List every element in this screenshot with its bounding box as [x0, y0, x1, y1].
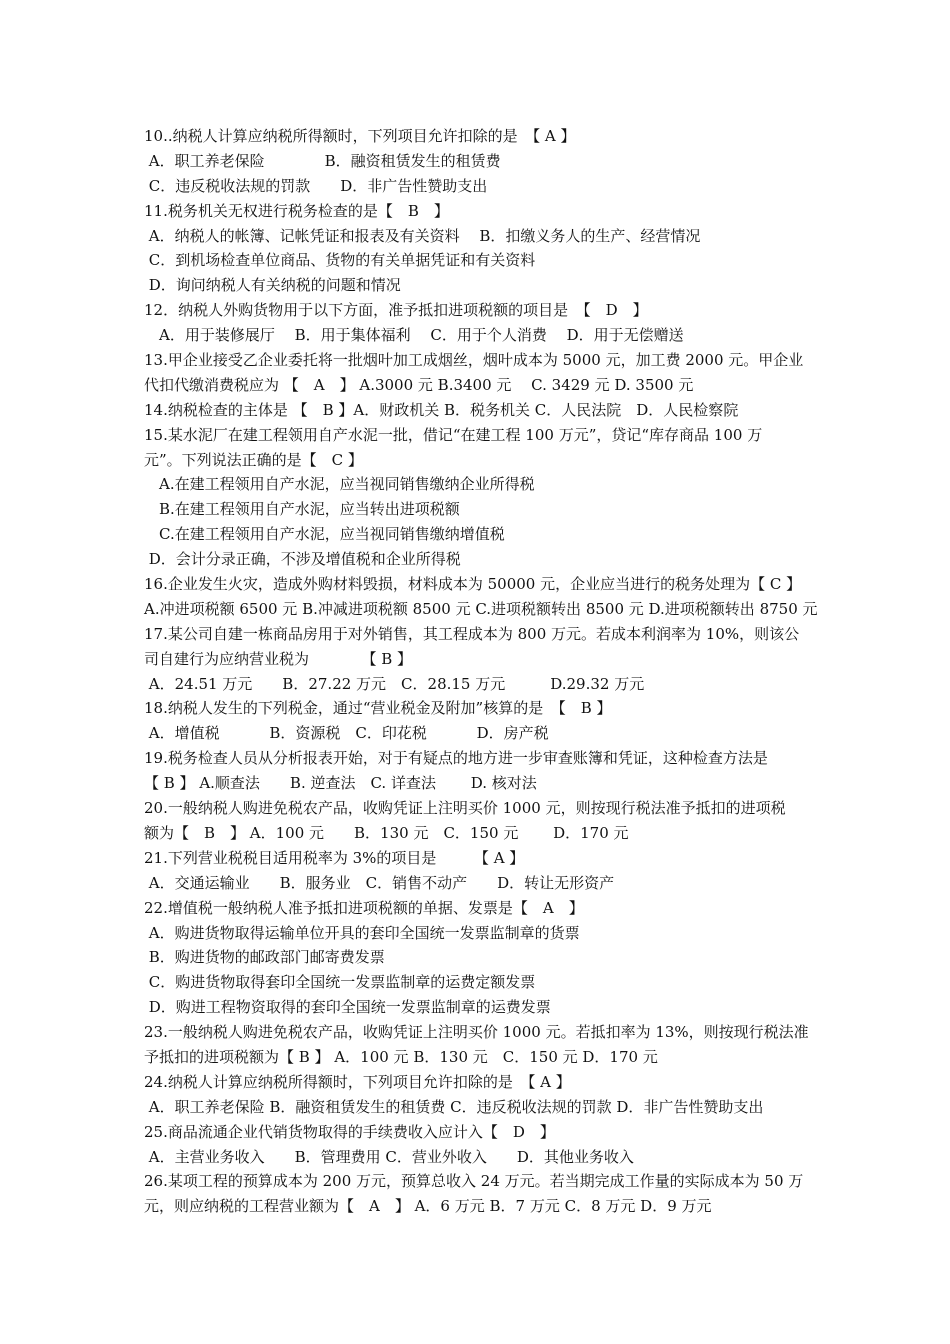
text-line: 10..纳税人计算应纳税所得额时，下列项目允许扣除的是 【 A 】	[144, 127, 576, 145]
text-line: B．购进货物的邮政部门邮寄费发票	[144, 948, 385, 967]
text-line: D．购进工程物资取得的套印全国统一发票监制章的运费发票	[144, 998, 551, 1017]
text-line: 元，则应纳税的工程营业额为【 A 】 A．6 万元 B．7 万元 C．8 万元 D．9 万元	[144, 1197, 712, 1216]
text-line: 11.税务机关无权进行税务检查的是【 B 】	[144, 201, 449, 220]
text-line: A．增值税 B．资源税 C．印花税 D．房产税	[144, 724, 549, 743]
text-line: C．到机场检查单位商品、货物的有关单据凭证和有关资料	[144, 251, 536, 270]
text-line: 18.纳税人发生的下列税金，通过“营业税金及附加”核算的是 【 B 】	[144, 699, 612, 718]
text-line: A.在建工程领用自产水泥，应当视同销售缴纳企业所得税	[144, 475, 535, 494]
text-line: 20.一般纳税人购进免税农产品，收购凭证上注明买价 1000 元，则按现行税法准予抵扣的进项税	[144, 799, 786, 818]
text-line: 24.纳税人计算应纳税所得额时，下列项目允许扣除的是 【 A 】	[144, 1072, 571, 1091]
text-line: A．纳税人的帐簿、记帐凭证和报表及有关资料 B．扣缴义务人的生产、经营情况	[144, 226, 701, 245]
text-line: 22.增值税一般纳税人准予抵扣进项税额的单据、发票是【 A 】	[144, 898, 584, 917]
text-line: 额为【 B 】 A．100 元 B．130 元 C．150 元 D．170 元	[144, 823, 629, 842]
text-line: 予抵扣的进项税额为【 B 】 A．100 元 B．130 元 C．150 元 D．170 元	[144, 1047, 658, 1066]
text-line: 14.纳税检查的主体是 【 B 】A．财政机关 B．税务机关 C．人民法院 D．人民检察院	[144, 400, 739, 419]
text-line: A．交通运输业 B．服务业 C．销售不动产 D．转让无形资产	[144, 873, 615, 892]
text-line: A．职工养老保险 B．融资租赁发生的租赁费	[144, 151, 501, 170]
text-line: 21.下列营业税税目适用税率为 3%的项目是 【 A 】	[144, 848, 525, 867]
text-line: 12．纳税人外购货物用于以下方面，准予抵扣进项税额的项目是 【 D 】	[144, 301, 648, 320]
text-line: D．会计分录正确，不涉及增值税和企业所得税	[144, 550, 461, 569]
text-line: 15.某水泥厂在建工程领用自产水泥一批，借记“在建工程 100 万元”，贷记“库存商品 100 万	[144, 425, 763, 444]
text-line: 25.商品流通企业代销货物取得的手续费收入应计入【 D 】	[144, 1122, 555, 1141]
text-line: C．购进货物取得套印全国统一发票监制章的运费定额发票	[144, 973, 536, 992]
text-line: A．主营业务收入 B．管理费用 C．营业外收入 D．其他业务收入	[144, 1147, 634, 1166]
text-line: A．购进货物取得运输单位开具的套印全国统一发票监制章的货票	[144, 923, 580, 942]
text-line: 代扣代缴消费税应为 【 A 】 A.3000 元 B.3400 元 C. 3429 元 D. 3500 元	[144, 375, 694, 394]
text-line: 司自建行为应纳营业税为 【 B 】	[144, 649, 413, 668]
text-line: 23.一般纳税人购进免税农产品，收购凭证上注明买价 1000 元。若抵扣率为 13%，则按现行税法准	[144, 1023, 809, 1042]
text-line: 13.甲企业接受乙企业委托将一批烟叶加工成烟丝，烟叶成本为 5000 元，加工费 2000 元。甲企业	[144, 351, 804, 370]
text-line: 19.税务检查人员从分析报表开始，对于有疑点的地方进一步审查账簿和凭证，这种检查方法是	[144, 749, 768, 768]
exam-questions-text	[144, 124, 818, 1219]
text-line: 16.企业发生火灾，造成外购材料毁损，材料成本为 50000 元，企业应当进行的税务处理为【 C 】	[144, 575, 802, 594]
text-line: B.在建工程领用自产水泥，应当转出进项税额	[144, 500, 460, 519]
text-line: 26.某项工程的预算成本为 200 万元，预算总收入 24 万元。若当期完成工作量的实际成本为 50 万	[144, 1172, 804, 1191]
text-line: C．违反税收法规的罚款 D．非广告性赞助支出	[144, 176, 488, 195]
text-line: 元”。下列说法正确的是【 C 】	[144, 450, 363, 469]
text-line: A．用于装修展厅 B．用于集体福利 C．用于个人消费 D．用于无偿赠送	[144, 326, 684, 345]
text-line: A．职工养老保险 B．融资租赁发生的租赁费 C．违反税收法规的罚款 D．非广告性赞助支出	[144, 1097, 764, 1116]
text-line: C.在建工程领用自产水泥，应当视同销售缴纳增值税	[144, 525, 505, 544]
text-line: A．24.51 万元 B．27.22 万元 C．28.15 万元 D.29.32 万元	[144, 674, 645, 693]
text-line: D．询问纳税人有关纳税的问题和情况	[144, 276, 401, 295]
text-line: 17.某公司自建一栋商品房用于对外销售，其工程成本为 800 万元。若成本利润率为 10%，则该公	[144, 624, 800, 643]
text-line: A.冲进项税额 6500 元 B.冲减进项税额 8500 元 C.进项税额转出 8500 元 D.进项税额转出 8750 元	[144, 599, 818, 618]
text-line: 【 B 】 A.顺查法 B. 逆查法 C. 详查法 D. 核对法	[144, 774, 537, 793]
